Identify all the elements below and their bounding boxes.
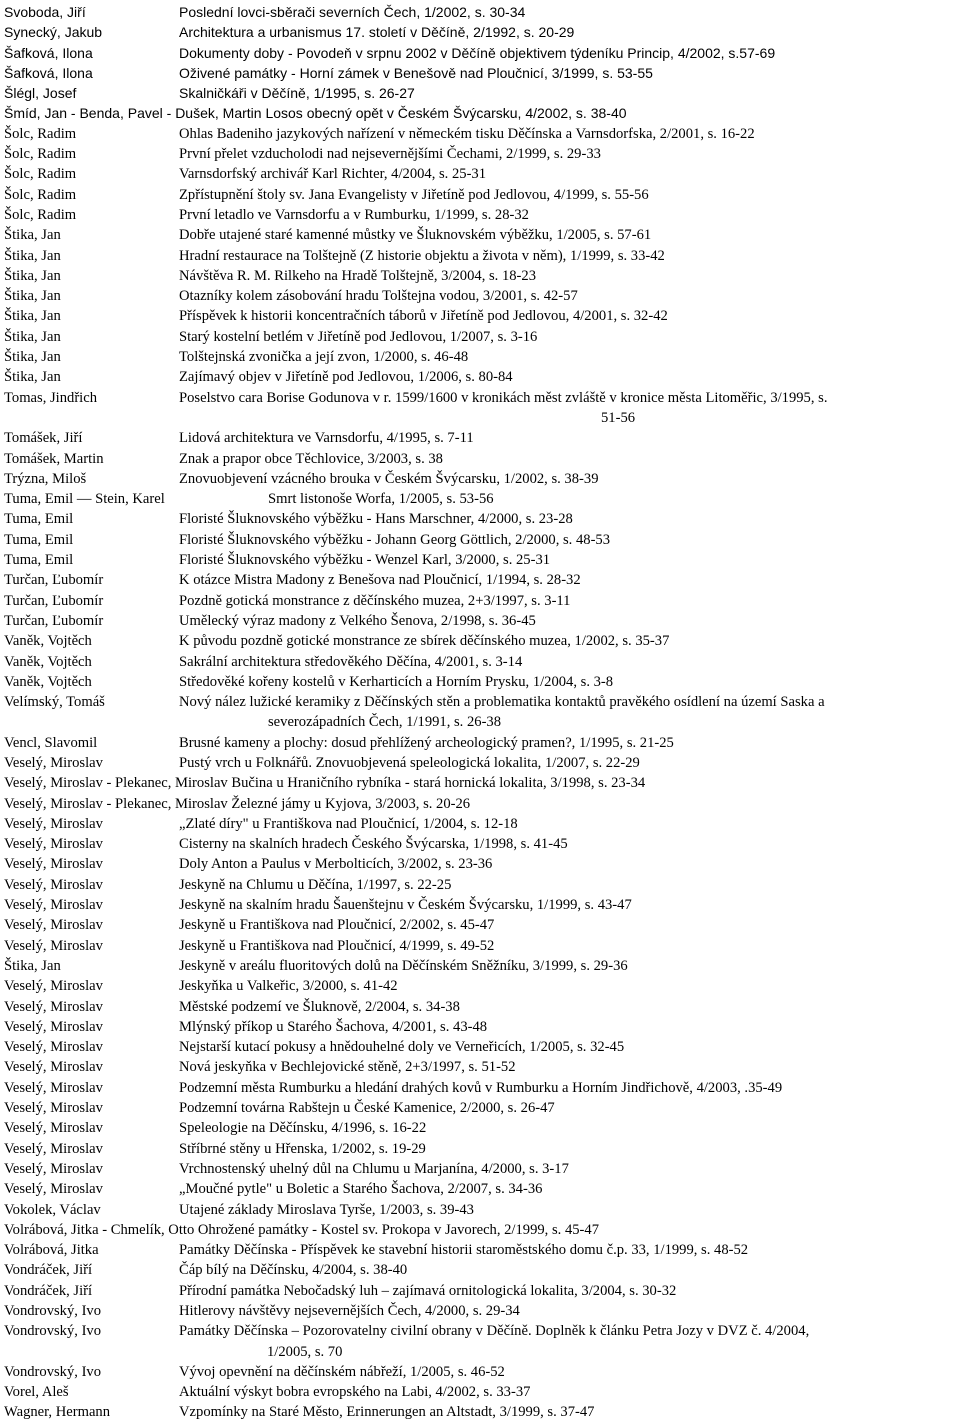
entry-author: Tuma, Emil	[4, 511, 74, 528]
bibliography-entry	[4, 1220, 958, 1240]
bibliography-entry	[4, 875, 958, 895]
entry-title: Památky Děčínska - Příspěvek ke stavební historii staroměstského domu č.p. 33, 1/1999, s. 48-52	[179, 1242, 749, 1259]
entry-author: Štika, Jan	[4, 267, 61, 284]
entry-author: Synecký, Jakub	[4, 24, 103, 41]
bibliography-entry	[4, 1179, 958, 1199]
entry-title: „Moučné pytle" u Boletic a Starého Šachova, 2/2007, s. 34-36	[179, 1181, 543, 1198]
entry-author: Šlégl, Josef	[4, 85, 77, 102]
entry-title: Podzemní města Rumburku a hledání drahých kovů v Rumburku a Horním Jindřichově, 4/2003, .35-49	[179, 1079, 783, 1096]
entry-title: Dobře utajené staré kamenné můstky ve Šluknovském výběžku, 1/2005, s. 57-61	[179, 227, 652, 244]
bibliography-entry	[4, 103, 958, 123]
entry-title: K původu pozdně gotické monstrance ze sbírek děčínského muzea, 1/2002, s. 35-37	[179, 633, 670, 650]
bibliography-entry	[4, 773, 958, 793]
entry-text: Veselý, Miroslav - Plekanec, Miroslav Železné jámy u Kyjova, 3/2003, s. 20-26	[4, 795, 471, 812]
bibliography-entry	[4, 1037, 958, 1057]
entry-author: Vondráček, Jiří	[4, 1262, 93, 1279]
bibliography-entry	[4, 753, 958, 773]
entry-title: Hitlerovy návštěvy nejsevernějších Čech, 4/2000, s. 29-34	[179, 1303, 520, 1319]
bibliography-entry	[4, 388, 958, 408]
entry-title: Nejstarší kutací pokusy a hnědouhelné doly ve Verneřicích, 1/2005, s. 32-45	[179, 1039, 625, 1056]
entry-author: Šafková, Ilona	[4, 64, 93, 81]
entry-title: Vrchnostenský uhelný důl na Chlumu u Marjanína, 4/2000, s. 3-17	[179, 1160, 569, 1177]
entry-title: Lidová architektura ve Varnsdorfu, 4/1995, s. 7-11	[179, 430, 474, 447]
entry-title: Městské podzemí ve Šluknově, 2/2004, s. 34-38	[179, 998, 460, 1015]
entry-author: Šafková, Ilona	[4, 44, 93, 61]
bibliography-entry	[4, 246, 958, 266]
entry-title: Skalničkáři v Děčíně, 1/1995, s. 26-27	[179, 85, 415, 102]
bibliography-entry	[4, 652, 958, 672]
bibliography-entry	[4, 854, 958, 874]
entry-title: Floristé Šluknovského výběžku - Hans Marschner, 4/2000, s. 23-28	[179, 511, 573, 528]
entry-author: Štika, Jan	[4, 288, 61, 305]
bibliography-entry	[4, 286, 958, 306]
bibliography-entry	[4, 530, 958, 550]
entry-author: Vondrovský, Ivo	[4, 1303, 102, 1319]
entry-title: Ohlas Badeniho jazykových nařízení v německém tisku Děčínska a Varnsdorfska, 2/2001, s. 16-22	[179, 125, 755, 142]
entry-title: Otazníky kolem zásobování hradu Tolštejna vodou, 3/2001, s. 42-57	[179, 288, 578, 305]
bibliography-entry	[4, 83, 958, 103]
bibliography-entry	[4, 347, 958, 367]
entry-author: Tomášek, Martin	[4, 450, 104, 467]
entry-author: Trýzna, Miloš	[4, 470, 87, 487]
bibliography-entry	[4, 631, 958, 651]
bibliography-entry	[4, 1321, 958, 1341]
entry-title: Floristé Šluknovského výběžku - Wenzel Karl, 3/2000, s. 25-31	[179, 552, 551, 569]
entry-author: Vondrovský, Ivo	[4, 1323, 102, 1340]
entry-author: Veselý, Miroslav	[4, 1059, 103, 1076]
bibliography-entry	[4, 428, 958, 448]
entry-title: Utajené základy Miroslava Tyrše, 1/2003, s. 39-43	[179, 1201, 474, 1218]
bibliography-entry	[4, 936, 958, 956]
entry-author: Šolc, Radim	[4, 186, 77, 203]
entry-author: Veselý, Miroslav	[4, 1079, 103, 1096]
entry-author: Tomas, Jindřich	[4, 389, 98, 406]
entry-author: Veselý, Miroslav	[4, 836, 103, 853]
entry-author: Vaněk, Vojtěch	[4, 653, 92, 670]
entry-title: Hradní restaurace na Tolštejně (Z historie objektu a života v něm), 1/1999, s. 33-42	[179, 247, 665, 264]
bibliography-entry	[4, 266, 958, 286]
entry-title: Jeskyně u Františkova nad Ploučnicí, 4/1999, s. 49-52	[179, 937, 495, 954]
entry-author: Turčan, Ľubomír	[4, 612, 104, 629]
entry-author: Veselý, Miroslav	[4, 1100, 103, 1117]
entry-author: Štika, Jan	[4, 227, 61, 244]
entry-title: Jeskyně u Františkova nad Ploučnicí, 2/2002, s. 45-47	[179, 917, 495, 934]
entry-author: Veselý, Miroslav	[4, 937, 103, 954]
entry-title: Návštěva R. M. Rilkeho na Hradě Tolštejně, 3/2004, s. 18-23	[179, 267, 537, 284]
entry-text: Šmíd, Jan - Benda, Pavel - Dušek, Martin Losos obecný opět v Českém Švýcarsku, 4/2002, s. 38-40	[4, 105, 627, 122]
entry-title: První letadlo ve Varnsdorfu a v Rumburku, 1/1999, s. 28-32	[179, 206, 529, 223]
bibliography-entry	[4, 144, 958, 164]
entry-author: Veselý, Miroslav	[4, 897, 103, 914]
entry-title: Nová jeskyňka v Bechlejovické stěně, 2+3/1997, s. 51-52	[179, 1059, 516, 1076]
bibliography-entry	[4, 22, 958, 42]
bibliography-entry	[4, 1281, 958, 1301]
entry-author: Štika, Jan	[4, 957, 61, 974]
entry-author: Velímský, Tomáš	[4, 694, 105, 711]
bibliography-entry	[4, 1301, 958, 1321]
entry-title: Tolštejnská zvonička a její zvon, 1/2000, s. 46-48	[179, 349, 469, 366]
entry-author: Veselý, Miroslav	[4, 754, 103, 771]
entry-title: Čáp bílý na Děčínsku, 4/2004, s. 38-40	[179, 1262, 408, 1279]
bibliography-entry	[4, 733, 958, 753]
bibliography-entry	[4, 611, 958, 631]
entry-author: Štika, Jan	[4, 369, 61, 386]
entry-title: První přelet vzducholodi nad nejsevernějšími Čechami, 2/1999, s. 29-33	[179, 146, 601, 163]
entry-author: Tomášek, Jiří	[4, 430, 83, 447]
entry-title: Jeskyňka u Valkeřic, 3/2000, s. 41-42	[179, 978, 398, 995]
bibliography-entry	[4, 367, 958, 387]
entry-author: Veselý, Miroslav	[4, 815, 103, 832]
entry-title: Vývoj opevnění na děčínském nábřeží, 1/2005, s. 46-52	[179, 1363, 505, 1380]
entry-title: Podzemní továrna Rabštejn u České Kamenice, 2/2000, s. 26-47	[179, 1100, 555, 1117]
entry-author: Vorel, Aleš	[4, 1384, 69, 1401]
entry-title: Pustý vrch u Folknářů. Znovuobjevená speleologická lokalita, 1/2007, s. 22-29	[179, 754, 640, 771]
entry-title: Umělecký výraz madony z Velkého Šenova, 2/1998, s. 36-45	[179, 612, 536, 629]
bibliography-entry	[4, 124, 958, 144]
bibliography-entry	[4, 408, 958, 428]
entry-title: Pozdně gotická monstrance z děčínského muzea, 2+3/1997, s. 3-11	[179, 592, 571, 609]
bibliography-entry	[4, 509, 958, 529]
entry-author: Veselý, Miroslav	[4, 856, 103, 873]
bibliography-entry	[4, 1402, 958, 1422]
bibliography-entry	[4, 327, 958, 347]
bibliography-entry	[4, 489, 958, 509]
entry-author: Veselý, Miroslav	[4, 1039, 103, 1056]
bibliography-entry	[4, 1078, 958, 1098]
bibliography-entry	[4, 672, 958, 692]
entry-author: Štika, Jan	[4, 308, 61, 325]
bibliography-entry	[4, 306, 958, 326]
entry-title-continuation: severozápadních Čech, 1/1991, s. 26-38	[268, 714, 502, 731]
bibliography-entry	[4, 185, 958, 205]
bibliography-entry	[4, 1200, 958, 1220]
entry-author: Vondráček, Jiří	[4, 1282, 93, 1299]
entry-title: Vzpomínky na Staré Město, Erinnerungen an Altstadt, 3/1999, s. 37-47	[179, 1404, 595, 1421]
entry-author: Vokolek, Václav	[4, 1201, 101, 1218]
entry-title: Zajímavý objev v Jiřetíně pod Jedlovou, 1/2006, s. 80-84	[179, 369, 513, 386]
bibliography-entry	[4, 1139, 958, 1159]
bibliography-entry	[4, 997, 958, 1017]
bibliography-entry	[4, 43, 958, 63]
entry-author: Svoboda, Jiří	[4, 4, 86, 20]
bibliography-entry	[4, 2, 958, 22]
entry-title: Sakrální architektura středověkého Děčína, 4/2001, s. 3-14	[179, 653, 523, 670]
bibliography-entry	[4, 1260, 958, 1280]
bibliography-entry	[4, 1240, 958, 1260]
bibliography-entry	[4, 449, 958, 469]
bibliography-entry	[4, 469, 958, 489]
bibliography-entry	[4, 692, 958, 712]
entry-title: „Zlaté díry" u Františkova nad Ploučnicí, 1/2004, s. 12-18	[179, 815, 518, 832]
entry-text: Veselý, Miroslav - Plekanec, Miroslav Bučina u Hraničního rybníka - stará hornická lokalita, 3/1998, s. 23-34	[4, 775, 646, 792]
entry-title: Oživené památky - Horní zámek v Benešově nad Ploučnicí, 3/1999, s. 53-55	[179, 64, 653, 81]
bibliography-entry	[4, 976, 958, 996]
entry-title: Doly Anton a Paulus v Merbolticích, 3/2002, s. 23-36	[179, 856, 493, 873]
bibliography-entry	[4, 895, 958, 915]
entry-title: Zpřístupnění štoly sv. Jana Evangelisty v Jiřetíně pod Jedlovou, 4/1999, s. 55-56	[179, 186, 649, 203]
entry-author: Vaněk, Vojtěch	[4, 633, 92, 650]
entry-author: Šolc, Radim	[4, 125, 77, 142]
entry-author: Volrábová, Jitka	[4, 1242, 99, 1259]
bibliography-entry	[4, 956, 958, 976]
bibliography-entry	[4, 550, 958, 570]
entry-author: Veselý, Miroslav	[4, 978, 103, 995]
entry-title: Stříbrné stěny u Hřenska, 1/2002, s. 19-29	[179, 1140, 426, 1157]
entry-author: Veselý, Miroslav	[4, 917, 103, 934]
bibliography-entry	[4, 591, 958, 611]
bibliography-entry	[4, 794, 958, 814]
bibliography-entry	[4, 1098, 958, 1118]
entry-author: Turčan, Ľubomír	[4, 572, 104, 589]
entry-title: Přírodní památka Nebočadský luh – zajímavá ornitologická lokalita, 3/2004, s. 30-32	[179, 1282, 677, 1299]
bibliography-entry	[4, 1362, 958, 1382]
entry-author: Veselý, Miroslav	[4, 1160, 103, 1177]
entry-title: Jeskyně v areálu fluoritových dolů na Děčínském Sněžníku, 3/1999, s. 29-36	[179, 957, 628, 974]
entry-title: Dokumenty doby - Povodeň v srpnu 2002 v Děčíně objektivem týdeníku Princip, 4/2002, s.57-69	[179, 44, 776, 61]
entry-title: Cisterny na skalních hradech Českého Švýcarska, 1/1998, s. 41-45	[179, 836, 568, 853]
entry-title: Jeskyně na Chlumu u Děčína, 1/1997, s. 22-25	[179, 876, 452, 893]
bibliography-entry	[4, 164, 958, 184]
entry-title: Speleologie na Děčínsku, 4/1996, s. 16-22	[179, 1120, 427, 1137]
bibliography-entry	[4, 814, 958, 834]
entry-title: Poselstvo cara Borise Godunova v r. 1599/1600 v kronikách měst zvláště v kronice města Litoměřic, 3/1995, s.	[179, 389, 828, 406]
entry-author: Štika, Jan	[4, 349, 61, 366]
entry-title: Poslední lovci-sběrači severních Čech, 1/2002, s. 30-34	[179, 4, 526, 20]
entry-title: Znak a prapor obce Těchlovice, 3/2003, s. 38	[179, 450, 443, 467]
entry-author: Veselý, Miroslav	[4, 1120, 103, 1137]
entry-author: Tuma, Emil — Stein, Karel	[4, 491, 165, 508]
bibliography-entry	[4, 915, 958, 935]
entry-title: Středověké kořeny kostelů v Kerharticích a Horním Prysku, 1/2004, s. 3-8	[179, 673, 614, 690]
entry-title: Architektura a urbanismus 17. století v Děčíně, 2/1992, s. 20-29	[179, 24, 575, 41]
bibliography-entry	[4, 1159, 958, 1179]
bibliography-entry	[4, 712, 958, 732]
entry-text: Volrábová, Jitka - Chmelík, Otto Ohrožené památky - Kostel sv. Prokopa v Javorech, 2/1999, s. 45-47	[4, 1221, 599, 1238]
entry-author: Veselý, Miroslav	[4, 998, 103, 1015]
entry-author: Štika, Jan	[4, 247, 61, 264]
entry-author: Tuma, Emil	[4, 552, 74, 569]
entry-author: Veselý, Miroslav	[4, 1181, 103, 1198]
entry-title: Příspěvek k historii koncentračních táborů v Jiřetíně pod Jedlovou, 4/2001, s. 32-42	[179, 308, 668, 325]
entry-title: Smrt listonoše Worfa, 1/2005, s. 53-56	[268, 491, 494, 508]
bibliography-entry	[4, 225, 958, 245]
bibliography-entry	[4, 1017, 958, 1037]
entry-title: Znovuobjevení vzácného brouka v Českém Švýcarsku, 1/2002, s. 38-39	[179, 470, 599, 487]
entry-author: Vaněk, Vojtěch	[4, 673, 92, 690]
entry-author: Vencl, Slavomil	[4, 734, 98, 751]
bibliography-entry	[4, 570, 958, 590]
entry-author: Veselý, Miroslav	[4, 1018, 103, 1035]
entry-title-continuation: 51-56	[601, 409, 636, 426]
bibliography-entry	[4, 1342, 958, 1362]
entry-author: Veselý, Miroslav	[4, 876, 103, 893]
entry-title: Brusné kameny a plochy: dosud přehlížený archeologický pramen?, 1/1995, s. 21-25	[179, 734, 674, 751]
bibliography-entry	[4, 1057, 958, 1077]
bibliography-entry	[4, 1118, 958, 1138]
bibliography-entry	[4, 63, 958, 83]
entry-title: Aktuální výskyt bobra evropského na Labi, 4/2002, s. 33-37	[179, 1384, 531, 1401]
entry-author: Šolc, Radim	[4, 166, 77, 183]
entry-title: Varnsdorfský archivář Karl Richter, 4/2004, s. 25-31	[179, 166, 487, 183]
bibliography-entry	[4, 834, 958, 854]
entry-author: Veselý, Miroslav	[4, 1140, 103, 1157]
entry-author: Šolc, Radim	[4, 146, 77, 163]
bibliography-entry	[4, 205, 958, 225]
entry-author: Vondrovský, Ivo	[4, 1363, 102, 1380]
entry-author: Štika, Jan	[4, 328, 61, 345]
entry-title: Starý kostelní betlém v Jiřetíně pod Jedlovou, 1/2007, s. 3-16	[179, 328, 538, 345]
bibliography-list	[4, 2, 958, 1423]
entry-title: Floristé Šluknovského výběžku - Johann Georg Göttlich, 2/2000, s. 48-53	[179, 531, 611, 548]
entry-title: Jeskyně na skalním hradu Šauenštejnu v Českém Švýcarsku, 1/1999, s. 43-47	[179, 897, 632, 914]
entry-title: Mlýnský příkop u Starého Šachova, 4/2001, s. 43-48	[179, 1018, 488, 1035]
entry-title: Památky Děčínska – Pozorovatelny civilní obrany v Děčíně. Doplněk k článku Petra Jozy v DVZ č. 4/2004,	[179, 1323, 810, 1340]
entry-author: Tuma, Emil	[4, 531, 74, 548]
entry-author: Wagner, Hermann	[4, 1404, 111, 1421]
entry-author: Turčan, Ľubomír	[4, 592, 104, 609]
entry-title: Nový nález lužické keramiky z Děčínských stěn a problematika kontaktů pravěkého osídlení na území Saska a	[179, 694, 825, 711]
entry-title: K otázce Mistra Madony z Benešova nad Ploučnicí, 1/1994, s. 28-32	[179, 572, 581, 589]
entry-title-continuation: 1/2005, s. 70	[267, 1343, 343, 1360]
bibliography-entry	[4, 1382, 958, 1402]
entry-author: Šolc, Radim	[4, 206, 77, 223]
